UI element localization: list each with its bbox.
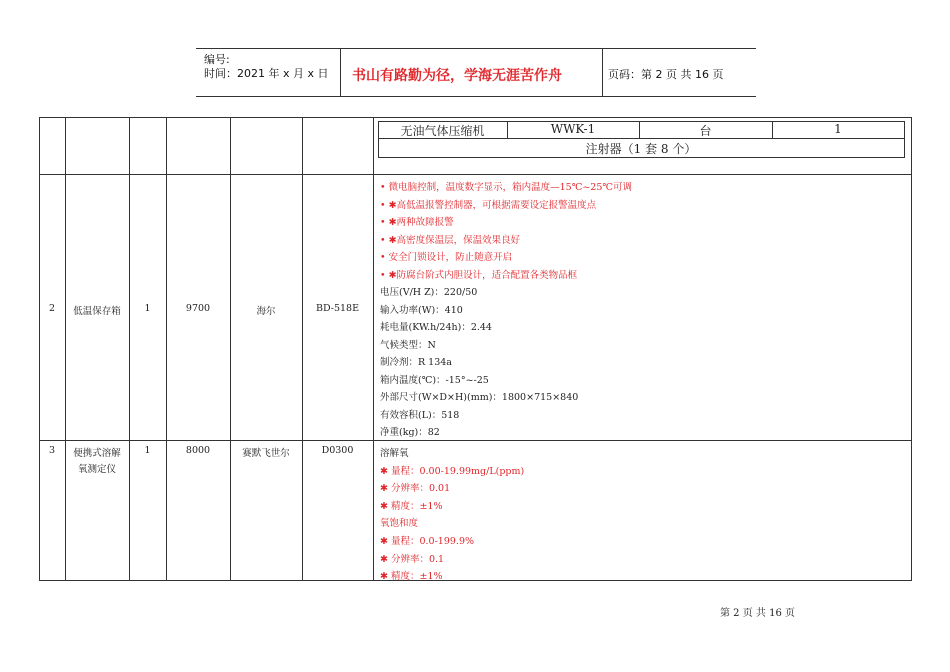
- table-row-divider-2: [39, 440, 912, 441]
- sub-table-item-unit: 台: [699, 124, 712, 138]
- header-page-label: 页码：第 2 页 共 16 页: [608, 68, 724, 81]
- row-2-number: 2: [48, 303, 56, 314]
- table-col-line-6: [373, 117, 374, 581]
- spec-line: 箱内温度(℃)：-15°~-25: [380, 374, 489, 386]
- spec-line: 输入功率(W)：410: [380, 304, 463, 316]
- spec-line: 外部尺寸(W×D×H)(mm)：1800×715×840: [380, 392, 579, 403]
- table-col-line-1: [65, 117, 66, 581]
- sub-table-item-qty: 1: [834, 122, 842, 136]
- row-2-price: 9700: [185, 303, 211, 314]
- table-col-line-5: [302, 117, 303, 581]
- spec-line: • 安全门锁设计，防止随意开启: [380, 252, 513, 263]
- spec-line: 有效容积(L)：518: [380, 409, 460, 421]
- spec-line: ✱ 量程：0.00-19.99mg/L(ppm): [380, 465, 525, 477]
- sub-table-note: 注射器（1 套 8 个）: [585, 142, 697, 156]
- table-col-line-3: [166, 117, 167, 581]
- footer-page-number: 第 2 页 共 16 页: [720, 608, 795, 619]
- spec-line: • ✱防腐台阶式内胆设计，适合配置各类物品框: [380, 269, 578, 281]
- spec-line: 溶解氧: [380, 448, 409, 459]
- sub-table-right: [904, 121, 905, 158]
- row-2-qty: 1: [144, 303, 151, 314]
- spec-line: • ✱两种故障报警: [380, 217, 454, 228]
- spec-line: 气候类型：N: [380, 339, 436, 351]
- spec-line: • 微电脑控制，温度数字显示，箱内温度—15℃~25℃可调: [380, 182, 633, 193]
- spec-line: 氧饱和度: [380, 518, 419, 530]
- header-divider-1: [340, 48, 341, 96]
- row-2-name: 低温保存箱: [73, 306, 121, 317]
- row-3-model: D0300: [321, 445, 354, 456]
- spec-line: 耗电量(KW.h/24h)：2.44: [380, 322, 492, 333]
- sub-table-item-name: 无油气体压缩机: [400, 124, 485, 138]
- spec-line: ✱ 分辨率：0.01: [380, 483, 451, 495]
- table-row-divider-1: [39, 174, 912, 175]
- header-time-label: 时间：2021 年 x 月 x 日: [204, 67, 329, 80]
- header-motto: 书山有路勤为径，学海无涯苦作舟: [352, 68, 562, 84]
- spec-line: ✱ 量程：0.0-199.9%: [380, 536, 475, 547]
- header-bottom-rule: [196, 96, 756, 97]
- spec-line: 净重(kg)：82: [380, 427, 440, 438]
- sub-table-item-model: WWK-1: [550, 122, 596, 136]
- row-3-brand: 赛默飞世尔: [242, 448, 290, 459]
- spec-line: • ✱高密度保温层，保温效果良好: [380, 234, 521, 246]
- header-code-label: 编号:: [204, 53, 230, 66]
- row-2-brand: 海尔: [256, 306, 276, 317]
- row-2-model: BD-518E: [315, 303, 360, 314]
- spec-line: • ✱高低温报警控制器，可根据需要设定报警温度点: [380, 199, 597, 211]
- spec-line: 制冷剂：R 134a: [380, 357, 452, 368]
- table-top-border: [39, 117, 912, 118]
- spec-line: 电压(V/H Z)：220/50: [380, 287, 478, 298]
- table-col-line-7: [911, 117, 912, 581]
- row-3-price: 8000: [185, 445, 211, 456]
- spec-line: ✱ 精度：±1%: [380, 500, 443, 512]
- row-3-number: 3: [48, 445, 56, 456]
- table-col-line-2: [129, 117, 130, 581]
- table-col-line-0: [39, 117, 40, 581]
- row-3-name-line2: 氧测定仪: [77, 464, 116, 475]
- row-3-name-line1: 便携式溶解: [73, 448, 121, 459]
- spec-line: ✱ 精度：±1%: [380, 571, 443, 583]
- sub-table-bottom: [378, 157, 905, 158]
- header-divider-2: [602, 48, 603, 96]
- row-3-qty: 1: [144, 445, 151, 456]
- spec-line: ✱ 分辨率：0.1: [380, 553, 445, 565]
- header-top-rule: [196, 48, 756, 49]
- table-bottom-border: [39, 580, 912, 581]
- table-col-line-4: [230, 117, 231, 581]
